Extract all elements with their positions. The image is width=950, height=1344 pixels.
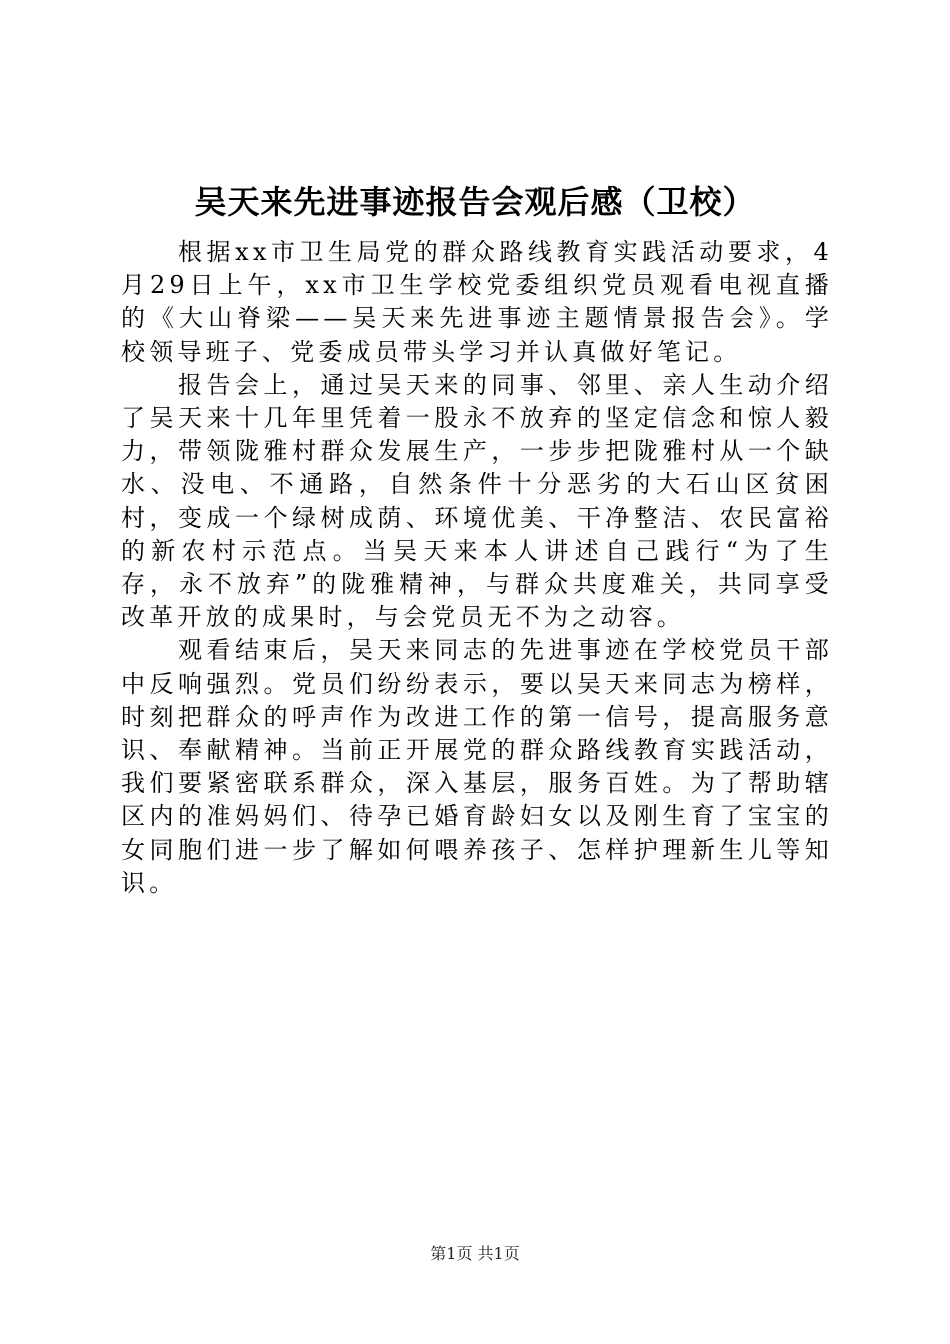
- document-title: 吴天来先进事迹报告会观后感（卫校）: [194, 183, 756, 221]
- body-paragraph-2: 报告会上，通过吴天来的同事、邻里、亲人生动介绍了吴天来十几年里凭着一股永不放弃的坚定信念和惊人毅力，带领陇雅村群众发展生产，一步步把陇雅村从一个缺水、没电、不通路，自然条件十分恶劣的大石山区贫困村，变成一个绿树成荫、环境优美、干净整洁、农民富裕的新农村示范点。当吴天来本人讲述自己践行“为了生存，永不放弃”的陇雅精神，与群众共度难关，共同享受改革开放的成果时，与会党员无不为之动容。: [121, 370, 833, 632]
- body-paragraph-3: 观看结束后，吴天来同志的先进事迹在学校党员干部中反响强烈。党员们纷纷表示，要以吴天来同志为榜样，时刻把群众的呼声作为改进工作的第一信号，提高服务意识、奉献精神。当前正开展党的群众路线教育实践活动，我们要紧密联系群众，深入基层，服务百姓。为了帮助辖区内的准妈妈们、待孕已婚育龄妇女以及刚生育了宝宝的女同胞们进一步了解如何喂养孩子、怎样护理新生儿等知识。: [121, 636, 833, 897]
- body-paragraph-1: 根据xx市卫生局党的群众路线教育实践活动要求，4月29日上午，xx市卫生学校党委组织党员观看电视直播的《大山脊梁——吴天来先进事迹主题情景报告会》。学校领导班子、党委成员带头学习并认真做好笔记。: [121, 238, 833, 366]
- document-body: [121, 236, 833, 900]
- page-footer: 第1页 共1页: [430, 1244, 520, 1263]
